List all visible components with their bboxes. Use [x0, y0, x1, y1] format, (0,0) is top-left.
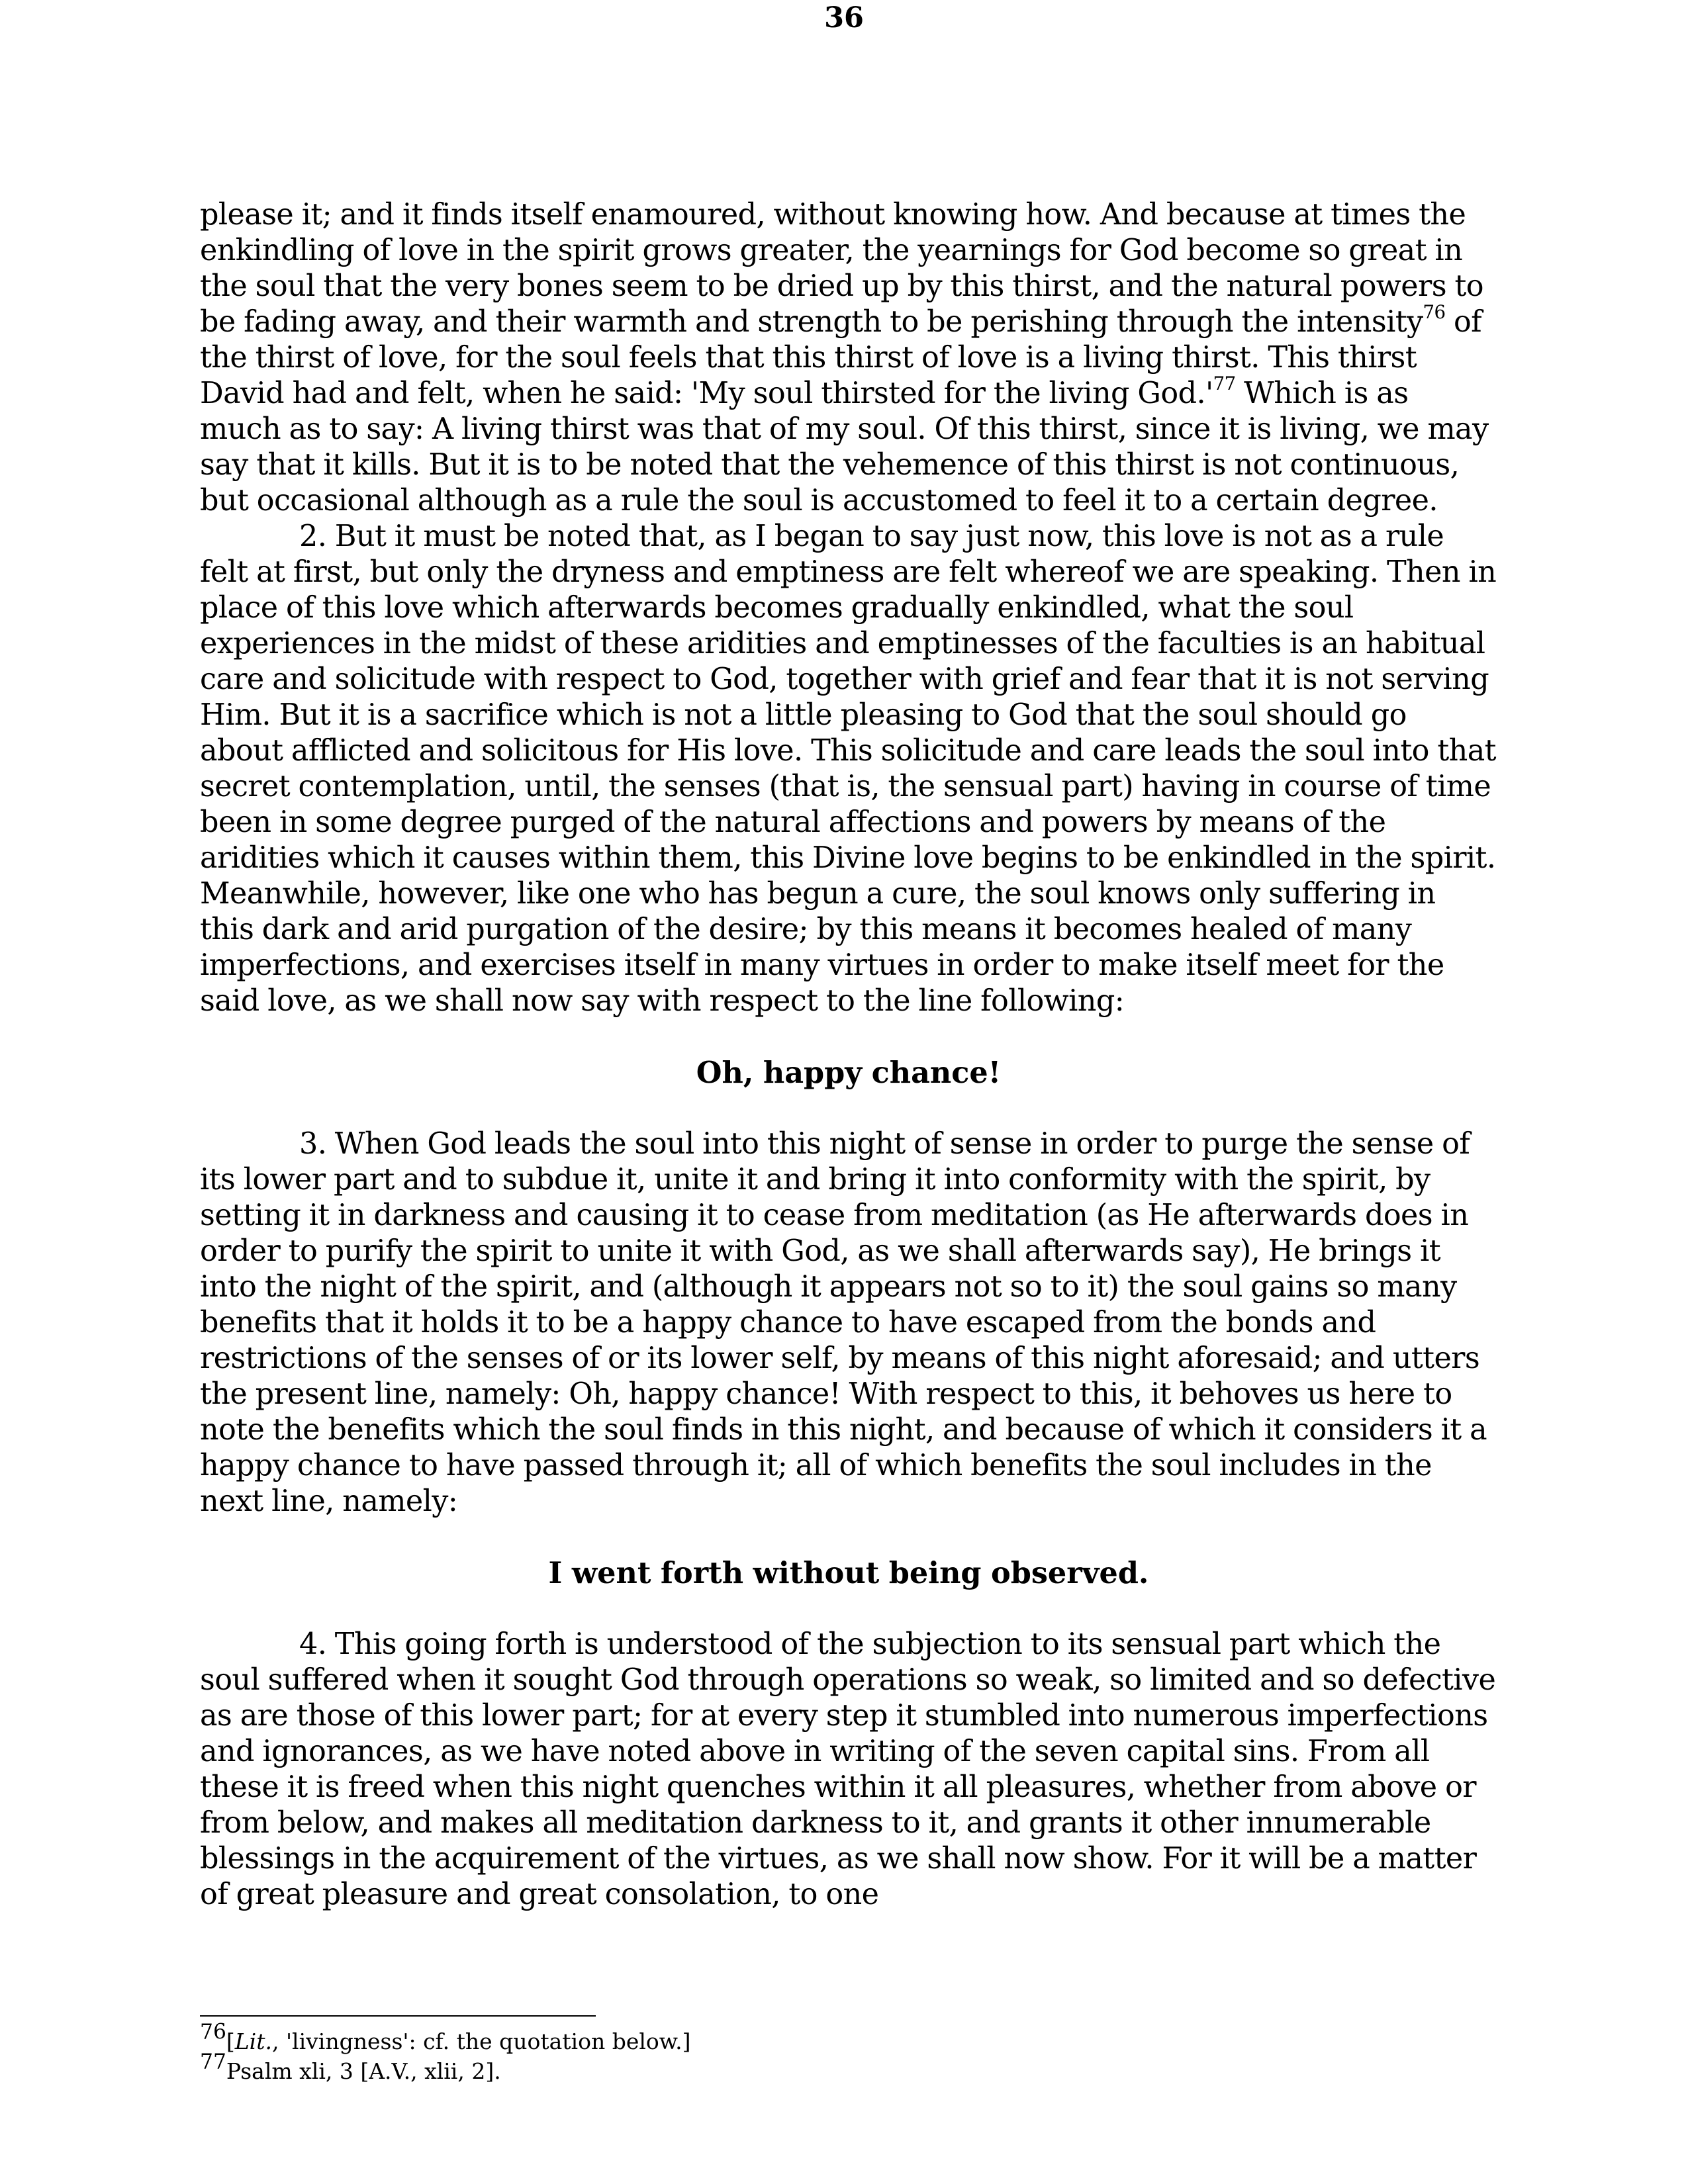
footnote-76 — [200, 2020, 1497, 2056]
paragraph-1-part-a: please it; and it finds itself enamoured, without knowing how. And because at times the enkindling of love in the spirit grows greater, the yearnings for God become so great in the soul that the very bones seem to be dried up by this thirst, and the natural powers to be fading away, and their warmth and strength to be perishing through the intensity — [200, 198, 1483, 339]
footnote-divider — [200, 2015, 596, 2017]
footnote-mark: 76 — [200, 2020, 226, 2044]
footnote-ref-77[interactable]: 77 — [1213, 373, 1236, 395]
footnote-text-pre: [ — [226, 2028, 235, 2054]
paragraph-2: 2. But it must be noted that, as I began to say just now, this love is not as a rule felt at first, but only the dryness and emptiness are felt whereof we are speaking. Then in place of this love which afterwards becomes gradually enkindled, what the soul experiences in the midst of these aridities and emptinesses of the faculties is an habitual care and solicitude with respect to God, together with grief and fear that it is not serving Him. But it is a sacrifice which is not a little pleasing to God that the soul should go about afflicted and solicitous for His love. This solicitude and care leads the soul into that secret contemplation, until, the senses (that is, the sensual part) having in course of time been in some degree purged of the natural affections and powers by means of the aridities which it causes within them, this Divine love begins to be enkindled in the spirit. Meanwhile, however, like one who has begun a cure, the soul knows only suffering in this dark and arid purgation of the desire; by this means it becomes healed of many imperfections, and exercises itself in many virtues in order to make itself meet for the said love, as we shall now say with respect to the line following: — [200, 520, 1497, 1018]
paragraph-1 — [200, 197, 1497, 519]
paragraph-1-part-b: of the thirst of love, for the soul feels that this thirst of love is a living thirst. This thirst David had and felt, when he said: 'My soul thirsted for the living God.' — [200, 305, 1482, 410]
footnote-text-italic: Lit. — [234, 2028, 272, 2054]
paragraph-1-part-c: Which is as much as to say: A living thirst was that of my soul. Of this thirst, since it is living, we may say that it kills. But it is to be noted that the vehemence of this thirst is not continuous, but occasional although as a rule the soul is accustomed to feel it to a certain degree. — [200, 377, 1489, 518]
section-heading-happy-chance: Oh, happy chance! — [696, 1056, 1002, 1090]
footnote-text: Psalm xli, 3 [A.V., xlii, 2]. — [226, 2058, 501, 2084]
page-number: 36 — [824, 1, 864, 34]
section-heading-went-forth: I went forth without being observed. — [548, 1556, 1149, 1590]
footnotes — [200, 2020, 1497, 2086]
footnote-text-post: , 'livingness': cf. the quotation below.] — [272, 2028, 691, 2054]
footnote-ref-76[interactable]: 76 — [1423, 301, 1446, 324]
body-text — [200, 197, 1497, 1913]
paragraph-4: 4. This going forth is understood of the subjection to its sensual part which the soul suffered when it sought God through operations so weak, so limited and so defective as are those of this lower part; for at every step it stumbled into numerous imperfections and ignorances, as we have noted above in writing of the seven capital sins. From all these it is freed when this night quenches within it all pleasures, whether from above or from below, and makes all meditation darkness to it, and grants it other innumerable blessings in the acquirement of the virtues, as we shall now show. For it will be a matter of great pleasure and great consolation, to one — [200, 1627, 1496, 1911]
footnote-77 — [200, 2050, 1497, 2086]
footnote-mark: 77 — [200, 2050, 226, 2074]
paragraph-3: 3. When God leads the soul into this night of sense in order to purge the sense of its lower part and to subdue it, unite it and bring it into conformity with the spirit, by setting it in darkness and causing it to cease from meditation (as He afterwards does in order to purify the spirit to unite it with God, as we shall afterwards say), He brings it into the night of the spirit, and (although it appears not so to it) the soul gains so many benefits that it holds it to be a happy chance to have escaped from the bonds and restrictions of the senses of or its lower self, by means of this night aforesaid; and utters the present line, namely: Oh, happy chance! With respect to this, it behoves us here to note the benefits which the soul finds in this night, and because of which it considers it a happy chance to have passed through it; all of which benefits the soul includes in the next line, namely: — [200, 1127, 1487, 1518]
